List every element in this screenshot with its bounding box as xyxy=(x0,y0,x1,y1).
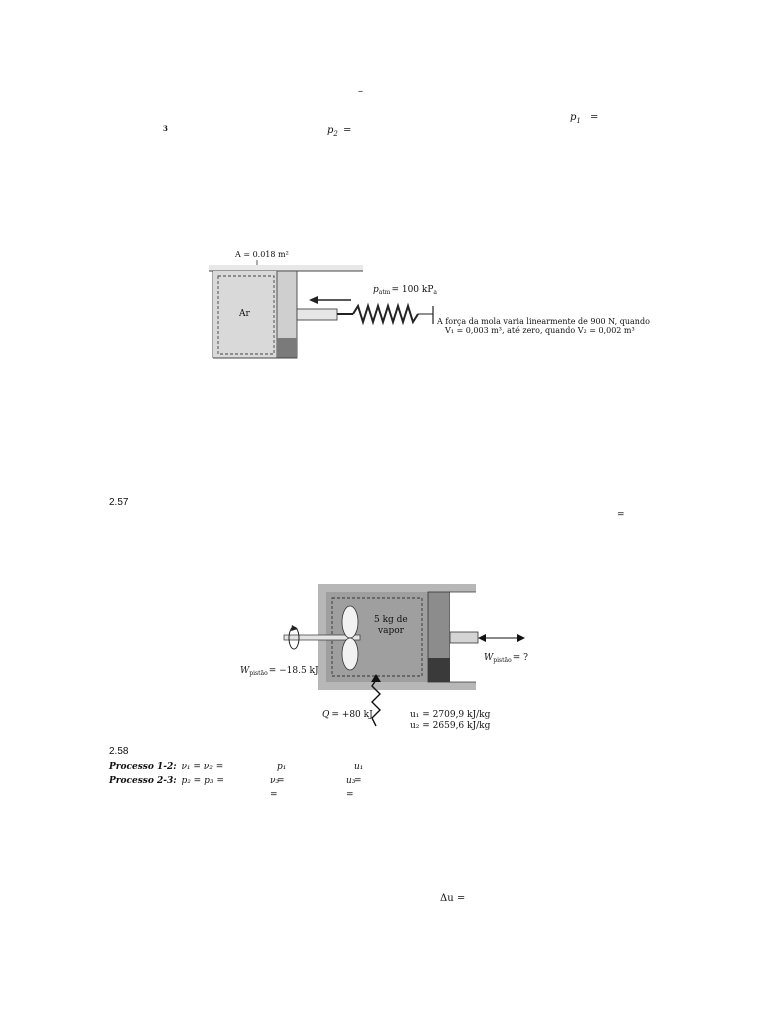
process-lines xyxy=(109,760,364,800)
mass-label-line-1: 5 kg de xyxy=(374,615,408,625)
process-2-3-volume: ν₃ = xyxy=(270,776,280,800)
dash-mark: – xyxy=(358,86,363,97)
p2-subscript: 2 xyxy=(333,130,338,138)
process-2-3-energy: u₃ = xyxy=(346,776,356,800)
paddle-blade-bottom xyxy=(342,638,358,670)
delta-u-label: Δu = xyxy=(440,893,466,904)
paddle-work-label: $W_{pistão}= -18.5$ kJ xyxy=(240,666,319,677)
p1-equals: = xyxy=(590,112,599,123)
p1-subscript: 1 xyxy=(576,117,581,125)
process-2-3-equation: p₂ = p₃ = xyxy=(181,776,224,786)
arrow-head-right xyxy=(517,634,525,642)
p2-symbol xyxy=(327,125,338,138)
u2-label: u₂ = 2659,6 kJ/kg xyxy=(410,721,491,731)
problem-57-equals: = xyxy=(617,510,625,520)
p1-letter: p xyxy=(570,112,577,123)
area-label: A = 0.018 m² xyxy=(235,250,289,259)
problem-number-58: 2.58 xyxy=(109,746,129,757)
spring-note-line-2: V₁ = 0,003 m³, até zero, quando V₂ = 0,002 m³ xyxy=(445,326,635,335)
piston-rod xyxy=(297,309,337,320)
arrow-head-left xyxy=(478,634,486,642)
process-1-2-pressure: p₁ = xyxy=(277,762,287,786)
force-arrow-head xyxy=(309,296,318,304)
spring-piston-figure xyxy=(205,244,655,366)
p1-symbol xyxy=(570,112,581,125)
paddle-wheel-figure xyxy=(240,578,540,734)
process-1-2-energy: u₁ = xyxy=(354,762,364,786)
spring xyxy=(353,306,418,322)
piston-work-label: $W_{pistão}=$ ? xyxy=(484,653,528,664)
paddle-blade-top xyxy=(342,606,358,638)
p2-equals: = xyxy=(343,125,352,136)
problem-number-57: 2.57 xyxy=(109,497,129,508)
process-2-3-label: Processo 2-3: xyxy=(109,776,177,786)
cylinder-top-wall xyxy=(209,265,363,271)
u1-label: u₁ = 2709,9 kJ/kg xyxy=(410,710,491,720)
p2-letter: p xyxy=(327,125,334,136)
piston-seal xyxy=(277,338,297,358)
spring-note-line-1: A força da mola varia linearmente de 900 N, quando xyxy=(437,317,650,326)
piston-rod xyxy=(450,632,478,643)
mass-label-line-2: vapor xyxy=(378,626,404,636)
heat-label: Q = +80 kJ xyxy=(322,710,373,720)
piston-seal xyxy=(428,658,450,682)
patm-label: $p_{atm}= 100$ $kP_a$ xyxy=(373,285,437,296)
process-1-2-label: Processo 1-2: xyxy=(109,762,177,772)
superscript-3: 3 xyxy=(163,124,168,133)
process-1-2-equation: ν₁ = ν₂ = xyxy=(181,762,224,772)
gas-label: Ar xyxy=(239,309,250,319)
